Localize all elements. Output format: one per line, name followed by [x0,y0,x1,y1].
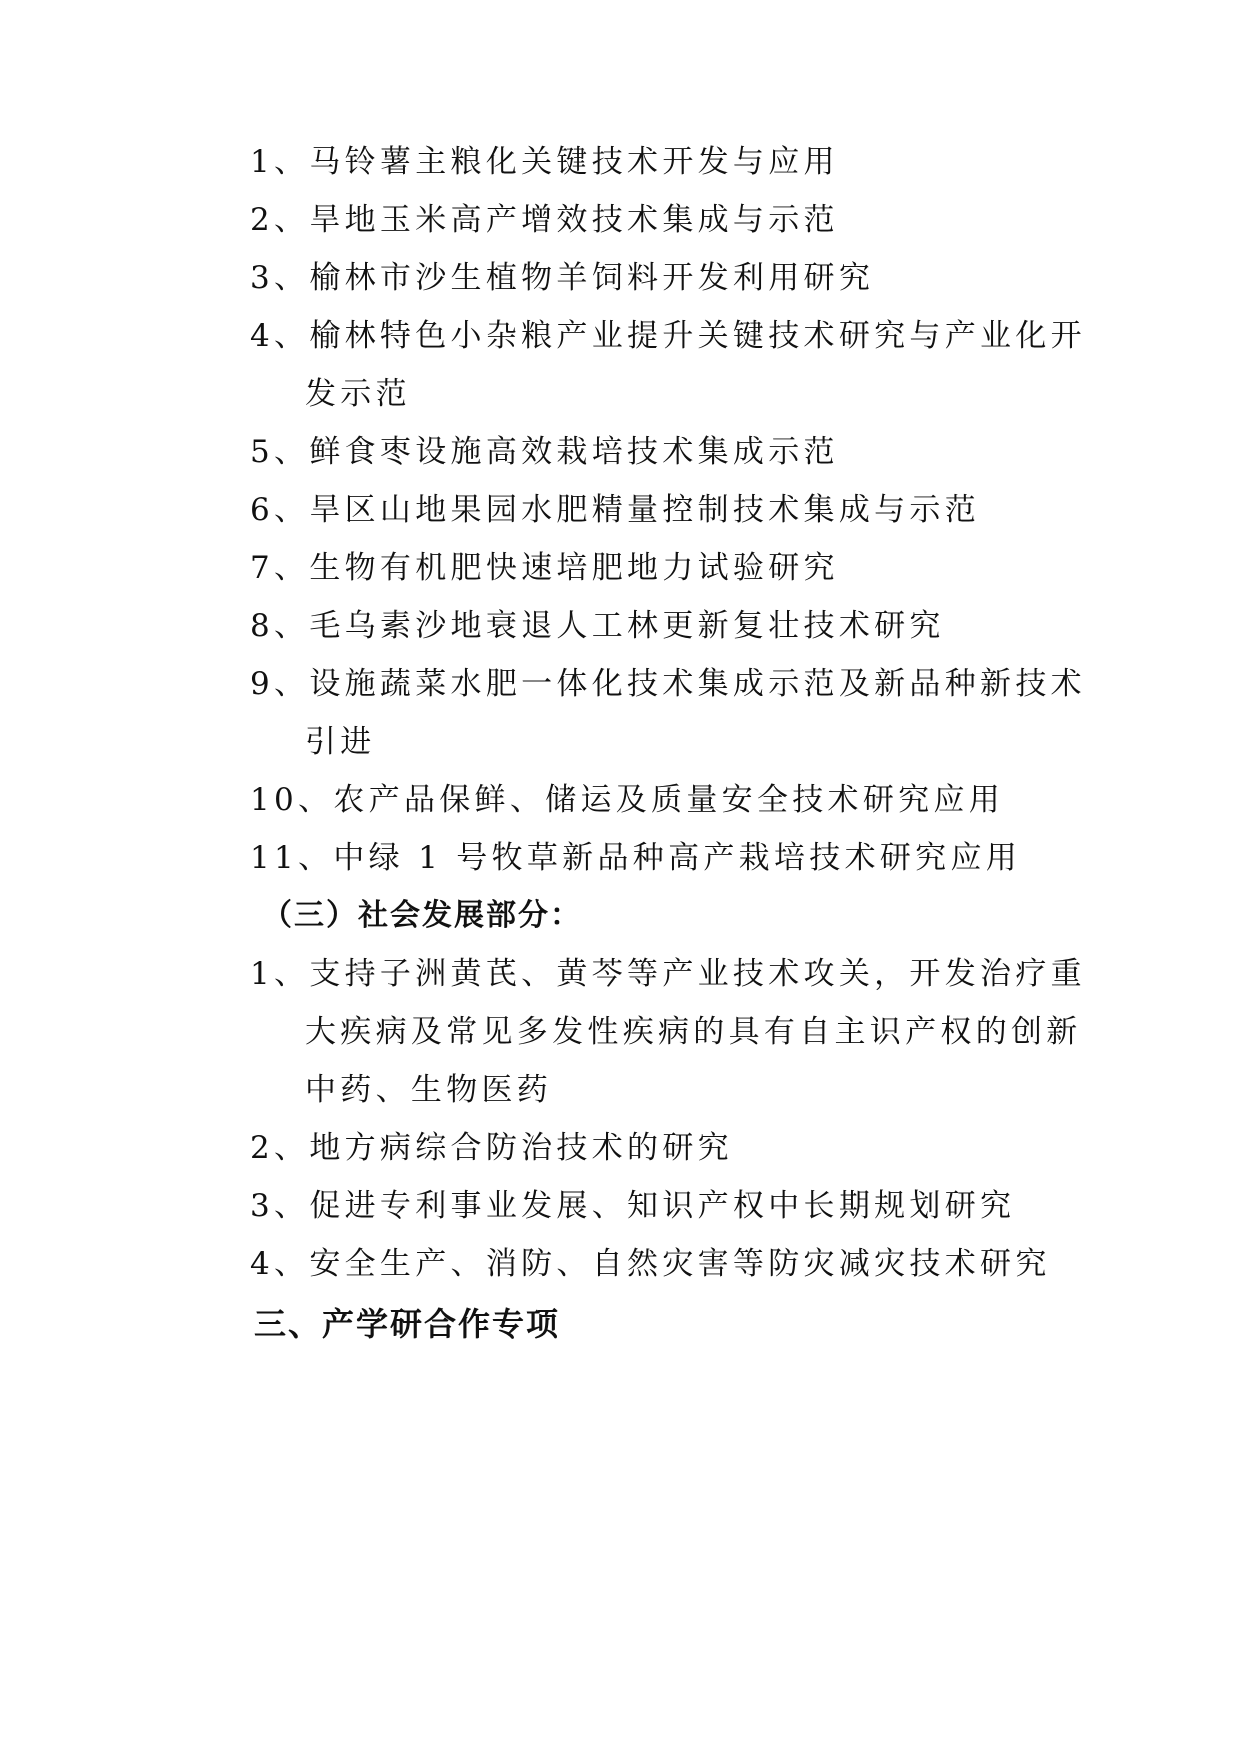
section-heading: 三、产学研合作专项 [254,1305,561,1343]
list-item: 10、农产品保鲜、储运及质量安全技术研究应用 [250,782,1005,818]
list-item: 5、鲜食枣设施高效栽培技术集成示范 [250,434,839,470]
subsection-heading: （三）社会发展部分： [262,898,582,933]
list-item: 2、地方病综合防治技术的研究 [250,1130,733,1166]
list-item-continuation: 中药、生物医药 [305,1072,553,1108]
list-item-continuation: 大疾病及常见多发性疾病的具有自主识产权的创新 [305,1014,1082,1050]
list-item: 6、旱区山地果园水肥精量控制技术集成与示范 [250,492,981,528]
list-item: 7、生物有机肥快速培肥地力试验研究 [250,550,839,586]
list-item: 8、毛乌素沙地衰退人工林更新复壮技术研究 [250,608,945,644]
list-item: 3、促进专利事业发展、知识产权中长期规划研究 [250,1188,1016,1224]
list-item: 11、中绿 1 号牧草新品种高产栽培技术研究应用 [250,840,1022,876]
list-item: 9、设施蔬菜水肥一体化技术集成示范及新品种新技术 [250,666,1086,702]
list-item: 2、旱地玉米高产增效技术集成与示范 [250,202,839,238]
list-item-continuation: 发示范 [305,376,411,412]
list-item-continuation: 引进 [305,724,376,760]
list-item: 4、安全生产、消防、自然灾害等防灾减灾技术研究 [250,1246,1051,1282]
list-item: 4、榆林特色小杂粮产业提升关键技术研究与产业化开 [250,318,1086,354]
list-item: 1、马铃薯主粮化关键技术开发与应用 [250,144,839,180]
list-item: 1、支持子洲黄芪、黄芩等产业技术攻关，开发治疗重 [250,956,1086,992]
list-item: 3、榆林市沙生植物羊饲料开发利用研究 [250,260,875,296]
